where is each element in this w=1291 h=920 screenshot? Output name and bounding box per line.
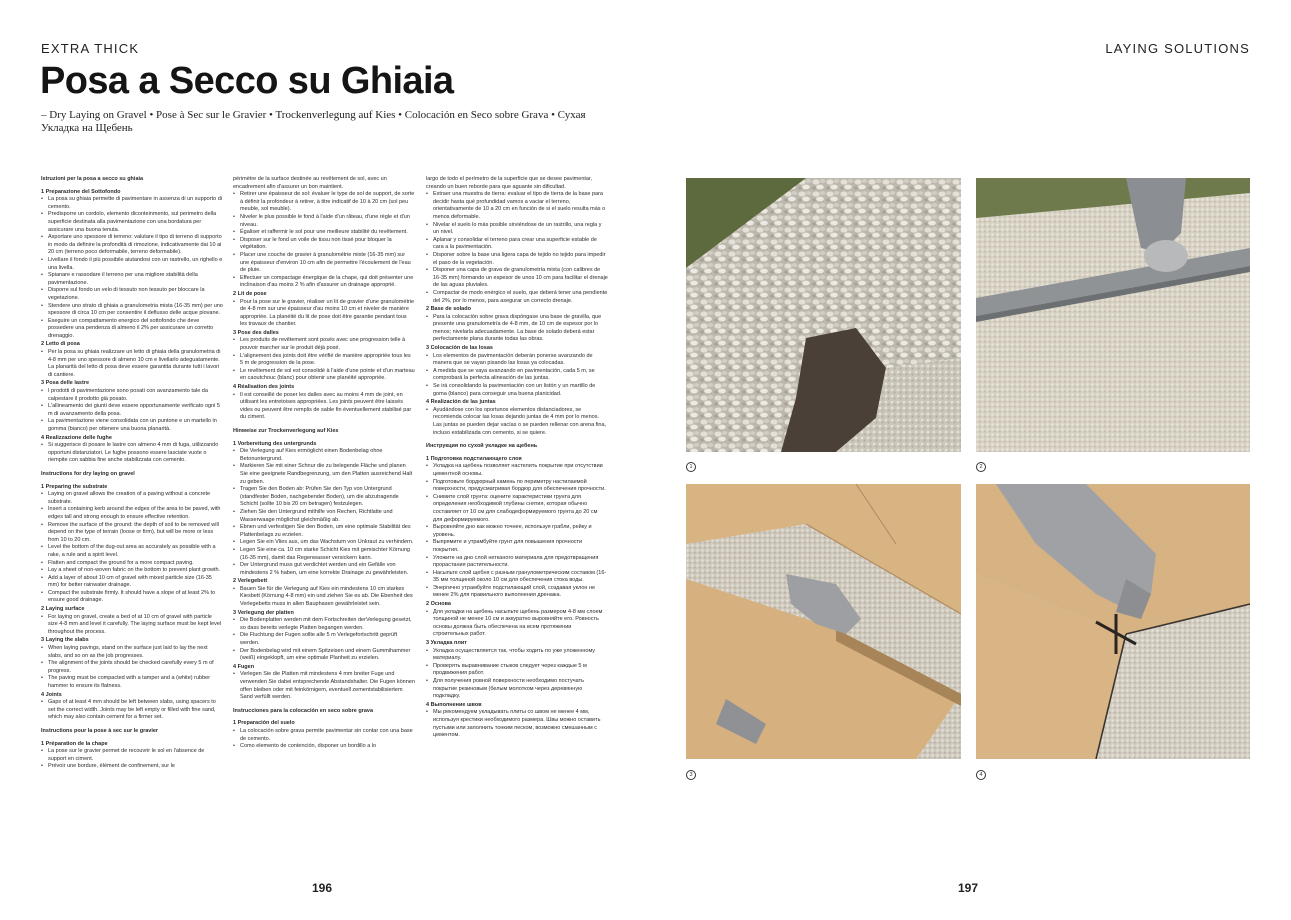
step-heading: 3 Укладка плит xyxy=(426,640,467,647)
list-item: • Pour la pose sur le gravier, réaliser un lit de gravier d'une granulométrie de 4-8 mm sur une épaisseur d'au moins 10 cm et niveler de manière appropriée. La planéité du lit de pose doit être garantie pendant tous les travaux de chantier. xyxy=(233,299,415,329)
photo-gravel-bed xyxy=(686,178,961,452)
list-item: • Укладка на щебень позволяет настелить покрытие при отсутствии цементной основы. xyxy=(426,463,608,478)
page-title: Posa a Secco su Ghiaia xyxy=(40,60,454,102)
photo-badge-2: 2 xyxy=(976,462,986,472)
step-heading: 1 Подготовка подстилающего слоя xyxy=(426,455,522,462)
continued-text: périmètre de la surface destinée au revêtement de sol, avec un encadrement afin d'assurer un bon maintient. xyxy=(233,176,387,190)
list-item: • Eseguire un compattamento energico del sottofondo che deve possedere una pendenza di almeno il 2% per assicurare un corretto drenaggio. xyxy=(41,318,223,341)
list-item: • Уложите на дно слой нетканого материала для предотвращения прорастания растительности. xyxy=(426,555,608,570)
list-item: • Le revêtement de sol est consolidé à l'aide d'une pointe et d'un marteau en caoutchouc (blanc) pour obtenir une planéité appropriée. xyxy=(233,368,415,383)
list-item: • Effectuer un compactage énergique de la chape, qui doit présenter une inclinaison d'au moins 2 % afin d'assurer un drainage approprié. xyxy=(233,275,415,290)
instruction-section xyxy=(41,471,223,722)
list-item: • I prodotti di pavimentazione sono posati con avanzamento tale da calpestare il prodotto già posato. xyxy=(41,388,223,403)
list-item: • Égaliser et raffermir le sol pour une meilleure stabilité du revêtement. xyxy=(233,229,415,237)
list-item: • For laying on gravel, create a bed of at 10 cm of gravel with particle size 4-8 mm and level it carefully. The laying surface must be kept level throughout the process. xyxy=(41,614,223,637)
list-item: • Tragen Sie den Boden ab: Prüfen Sie den Typ von Untergrund (standfester Boden, nachgebender Boden), um die abzutragende Schicht (sollte 10 bis 20 cm betragen) festzulegen. xyxy=(233,486,415,509)
list-item: • Como elemento de contención, disponer un bordillo a lo xyxy=(233,743,415,751)
list-item: • Legen Sie eine ca. 10 cm starke Schicht Kies mit gemischter Körnung (16-35 mm), damit das Regenwasser versickern kann. xyxy=(233,547,415,562)
list-item: • Ebnen und verfestigen Sie den Boden, um eine optimale Stabilität des Plattenbelags zu erzielen. xyxy=(233,524,415,539)
step-heading: 3 Posa delle lastre xyxy=(41,380,89,387)
step-heading: 1 Vorbereitung des untergrunds xyxy=(233,440,317,447)
step-list xyxy=(426,609,608,639)
step-heading: 1 Préparation de la chape xyxy=(41,740,108,747)
photo-spacer-joint xyxy=(976,484,1250,759)
list-item: • A medida que se vaya avanzando en pavimentación, cada 5 m, se comprobará la perfecta alineación de las juntas. xyxy=(426,368,608,383)
instruction-section xyxy=(41,176,223,465)
step-heading: 4 Realización de las juntas xyxy=(426,399,496,406)
step-list xyxy=(41,349,223,379)
list-item: • Compactar de modo enérgico el suelo, que deberá tener una pendiente del 2%, por lo menos, para asegurar un correcto drenaje. xyxy=(426,290,608,305)
photo-badge-1: 1 xyxy=(686,462,696,472)
list-item: • Die Fluchtung der Fugen sollte alle 5 m Verlegefortschritt geprüft werden. xyxy=(233,632,415,647)
list-item: • Les produits de revêtement sont posés avec une progression telle à pouvoir marcher sur le produit déjà posé. xyxy=(233,337,415,352)
step-list xyxy=(426,709,608,739)
instruction-section xyxy=(426,176,608,437)
list-item: • Verlegen Sie die Platten mit mindestens 4 mm breiter Fuge und verwenden Sie dabei entsprechende Abstandshalter. Die Fugen können offen bleiben oder mit feinkörnigem, eventuell zementstabilisiertem Sand verfüllt werden. xyxy=(233,671,415,701)
photo-badge-4: 4 xyxy=(976,770,986,780)
instruction-section xyxy=(233,428,415,702)
instruction-section xyxy=(233,176,415,422)
list-item: • Spianare e rassodare il terreno per una migliore stabilità della pavimentazione. xyxy=(41,272,223,287)
step-heading: 2 Verlegebett xyxy=(233,578,268,585)
list-item: • Bauen Sie für die Verlegung auf Kies ein mindestens 10 cm starkes Kiesbett (Körnung 4-8 mm) ein und ziehen Sie es ab. Die Ebenheit des Verlegebetts muss in allen Bauphasen gewährleistet sein. xyxy=(233,586,415,609)
step-heading: 2 Letto di posa xyxy=(41,341,80,348)
step-list xyxy=(41,491,223,605)
step-heading: 2 Lit de pose xyxy=(233,290,267,297)
list-item: • Укладка осуществляется так, чтобы ходить по уже уложенному материалу. xyxy=(426,648,608,663)
list-item: • Мы рекомендуем укладывать плиты со швом не менее 4 мм, используя крестики необходимого размера. Швы можно оставить пустыми или заполнить тонким песком, возможно смешанным с цементом. xyxy=(426,709,608,739)
list-item: • Placer une couche de gravier à granulométrie mixte (16-35 mm) sur une épaisseur d'environ 10 cm afin de permettre l'écoulement de l'eau de pluie. xyxy=(233,252,415,275)
step-list xyxy=(233,392,415,422)
list-item: • Level the bottom of the dug-out area as accurately as possible with a rake, a rule and a spirit level. xyxy=(41,544,223,559)
list-item: • L'allineamento dei giunti deve essere opportunamente verificato ogni 5 m di avanzamento della posa. xyxy=(41,403,223,418)
step-list xyxy=(233,586,415,609)
list-item: • Насыпьте слой щебня с разным гранулометрическим составом (16-35 мм толщиной около 10 см для обеспечения стока воды. xyxy=(426,570,608,585)
list-item: • Si suggerisce di posare le lastre con almeno 4 mm di fuga, utilizzando opportuni distanziatori. Le fughe possono essere lasciate vuote o riempite con sabbia fine anche stabilizzata con cemento. xyxy=(41,442,223,465)
step-list xyxy=(426,407,608,437)
page-number-right: 197 xyxy=(958,881,979,895)
continued-text: largo de todo el perímetro de la superficie que se desee pavimentar, creando un buen reborde para que aguante sin dificultad. xyxy=(426,176,593,190)
photo-badge-3: 3 xyxy=(686,770,696,780)
list-item: • Disponer una capa de grava de granulometría mixta (con calibres de 16-35 mm) formando un espesor de unos 10 cm para facilitar el drenaje de las aguas pluviales. xyxy=(426,267,608,290)
list-item: • Add a layer of about 10 cm of gravel with mixed particle size (16-35 mm) for better rainwater drainage. xyxy=(41,575,223,590)
step-list xyxy=(233,728,415,751)
list-item: • Gaps of at least 4 mm should be left between slabs, using spacers to set the correct width. Joints may be left empty or filled with fine sand, which may also contain cement for a firmer set. xyxy=(41,699,223,722)
list-item: • Disposer sur le fond un voile de tissu non tissé pour bloquer la végétation. xyxy=(233,237,415,252)
list-item: • The paving must be compacted with a tamper and a (white) rubber hammer to ensure its flatness. xyxy=(41,675,223,690)
list-item: • Remove the surface of the ground: the depth of soil to be removed will depend on the type of terrain (loose or firm), but will be more or less from 10 to 20 cm. xyxy=(41,522,223,545)
list-item: • Flatten and compact the ground for a more compact paving. xyxy=(41,560,223,568)
section-title: Istruzioni per la posa a secco su ghiaia xyxy=(41,176,144,182)
step-list xyxy=(233,671,415,701)
step-heading: 4 Fugen xyxy=(233,663,255,670)
step-list xyxy=(41,699,223,722)
list-item: • Compact the substrate firmly. It should have a slope of at least 2% to ensure good drainage. xyxy=(41,590,223,605)
instruction-section xyxy=(426,443,608,740)
step-heading: 1 Preparazione del Sottofondo xyxy=(41,188,121,195)
list-item: • Снимите слой грунта: оцените характеристики грунта для определения необходимой глубины снятия, которая обычно составляет от 10 см для слабодеформируемого грунта до 20 см для деформируемого. xyxy=(426,494,608,524)
step-list xyxy=(233,191,415,290)
photo-laying-slab xyxy=(686,484,961,759)
step-list xyxy=(41,748,223,771)
list-item: • La pavimentazione viene consolidata con un puntone e un martello in gomma (bianco) per ottenere una buona planarità. xyxy=(41,418,223,433)
step-list xyxy=(41,196,223,340)
kicker-right: LAYING SOLUTIONS xyxy=(1105,41,1250,56)
step-list xyxy=(41,388,223,434)
step-heading: 2 Laying surface xyxy=(41,606,85,613)
step-list xyxy=(426,648,608,701)
list-item: • Der Bodenbelag wird mit einem Spitzeisen und einem Gummihammer (weiß) eingeklopft, um eine optimale Planheit zu erzielen. xyxy=(233,648,415,663)
text-column-1 xyxy=(41,176,223,777)
step-list xyxy=(426,463,608,600)
list-item: • Prévoir une bordure, élément de confinement, sur le xyxy=(41,763,223,771)
list-item: • Para la colocación sobre grava dispóngase una base de gravilla, que presente una granulometría de 4-8 mm, de 10 cm de espesor por lo menos; nivelarla adecuadamente. La base de solado deberá estar perfectamente plana durante todas las obras. xyxy=(426,314,608,344)
list-item: • La colocación sobre grava permite pavimentar sin contar con una base de cemento. xyxy=(233,728,415,743)
step-list xyxy=(233,617,415,663)
list-item: • Ayudándose con los oportunos elementos distanciadores, se recomienda colocar las losas dejando juntas de 4 mm por lo menos. Las juntas se pueden dejar vacías o se pueden rellenar con arena fina, incluso estabilizada con cemento, si se quiere. xyxy=(426,407,608,437)
page-number-left: 196 xyxy=(312,881,333,895)
list-item: • Legen Sie ein Vlies aus, um das Wachstum von Unkraut zu verhindern. xyxy=(233,539,415,547)
step-list xyxy=(426,191,608,305)
list-item: • Markieren Sie mit einer Schnur die zu belegende Fläche und planen Sie eine geeignete Randbegrenzung, um den Platten ausreichend Halt zu geben. xyxy=(233,463,415,486)
section-title: Instructions for dry laying on gravel xyxy=(41,470,135,477)
list-item: • Extraer una muestra de tierra: evaluar el tipo de tierra de la base para decidir hasta qué profundidad vamos a vaciar el terreno, orientativamente de 10 a 20 cm en función de si el suelo resulta más o menos deformable. xyxy=(426,191,608,221)
list-item: • Retirer une épaisseur de sol: évaluer le type de sol de support, de sorte à définir la profondeur à retirer, à titre indicatif de 10 à 20 cm (sol peu meuble, sol meuble). xyxy=(233,191,415,214)
list-item: • Asportare uno spessore di terreno: valutare il tipo di terreno di supporto in modo da definire la profondità di rimozione, indicativamente dai 10 ai 20 cm (terreno poco deformabile, terreno deformabile). xyxy=(41,234,223,257)
step-list xyxy=(233,448,415,577)
text-column-3 xyxy=(426,176,608,746)
text-column-2 xyxy=(233,176,415,757)
list-item: • Проверять выравнивание стыков следует через каждые 5 м продвижения работ. xyxy=(426,663,608,678)
list-item: • Nivelar el suelo lo más posible sirviéndose de un rastrillo, una regla y un nivel. xyxy=(426,222,608,237)
step-list xyxy=(41,614,223,637)
list-item: • Insert a containing kerb around the edges of the area to be paved, with edges tall and strong enough to ensure effective retention. xyxy=(41,506,223,521)
step-heading: 4 Réalisation des joints xyxy=(233,384,295,391)
list-item: • Der Untergrund muss gut verdichtet werden und ein Gefälle von mindestens 2 % haben, um eine korrekte Drainage zu gewährleisten. xyxy=(233,562,415,577)
step-heading: 2 Основа xyxy=(426,601,451,608)
photo-levelling-bed xyxy=(976,178,1250,452)
section-title: Hinweise zur Trockenverlegung auf Kies xyxy=(233,428,339,434)
step-heading: 3 Verlegung der platten xyxy=(233,609,294,616)
list-item: • La posa su ghiaia permette di pavimentare in assenza di un supporto di cemento. xyxy=(41,196,223,211)
step-heading: 3 Colocación de las losas xyxy=(426,345,493,352)
list-item: • Los elementos de pavimentación deberán ponerse avanzando de manera que se vayan pisando las losas ya colocadas. xyxy=(426,353,608,368)
step-list xyxy=(426,353,608,399)
list-item: • L'alignement des joints doit être vérifié de manière appropriée tous les 5 m de progression de la pose. xyxy=(233,353,415,368)
list-item: • When laying pavings, stand on the surface just laid to lay the next slabs, and so on as the job progresses. xyxy=(41,645,223,660)
list-item: • La pose sur le gravier permet de recouvrir le sol en l'absence de support en ciment. xyxy=(41,748,223,763)
step-heading: 4 Realizzazione delle fughe xyxy=(41,434,112,441)
list-item: • Ziehen Sie den Untergrund mithilfe von Rechen, Richtlatte und Wasserwaage möglichst gleichmäßig ab. xyxy=(233,509,415,524)
section-title: Инструкция по сухой укладке на щебень xyxy=(426,443,538,450)
list-item: • Выпрямите и утрамбуйте грунт для повышения прочности покрытия. xyxy=(426,539,608,554)
step-heading: 3 Pose des dalles xyxy=(233,329,279,336)
instruction-section xyxy=(233,708,415,751)
step-heading: 4 Выполнение швов xyxy=(426,701,482,708)
step-heading: 2 Base de solado xyxy=(426,306,471,313)
list-item: • Для получения ровной поверхности необходимо постучать покрытие резиновым (белым молотком через деревянную подкладку. xyxy=(426,678,608,701)
list-item: • Il est conseillé de poser les dalles avec au moins 4 mm de joint, en utilisant les entretoises appropriées. Les joints peuvent être laissés vides ou peuvent être remplis de sable fin éventuellement stabilisé par du ciment. xyxy=(233,392,415,422)
list-item: • Niveler le plus possible le fond à l'aide d'un râteau, d'une règle et d'un niveau. xyxy=(233,214,415,229)
list-item: • Laying on gravel allows the creation of a paving without a concrete substrate. xyxy=(41,491,223,506)
step-list xyxy=(233,337,415,383)
list-item: • Disporre sul fondo un velo di tessuto non tessuto per bloccare la vegetazione. xyxy=(41,287,223,302)
list-item: • Die Bodenplatten werden mit dem Fortschreiten derVerlegung gesetzt, so dass bereits verlegte Platten begangen werden. xyxy=(233,617,415,632)
list-item: • Энергично утрамбуйте подстилающий слой, создавая уклон не менее 2% для правильного выполнения дренажа. xyxy=(426,585,608,600)
step-list xyxy=(233,299,415,329)
step-list xyxy=(426,314,608,344)
list-item: • Подготовьте бордюрный камень по периметру настилаемой поверхности, предусматривая бордюр для обеспечения прочности. xyxy=(426,479,608,494)
list-item: • Для укладки на щебень насыпьте щебень размером 4-8 мм слоем толщиной не менее 10 см и аккуратно выровняйте его. Ровность основы должна быть обеспечена на всем протяжении строительных работ. xyxy=(426,609,608,639)
list-item: • Disponer sobre la base una ligera capa de tejido no tejido para impedir el paso de la vegetación. xyxy=(426,252,608,267)
list-item: • Livellare il fondo il più possibile aiutandosi con un rastrello, un righello e una livella. xyxy=(41,257,223,272)
list-item: • Выровняйте дно как можно точнее, используя грабли, рейку и уровень. xyxy=(426,524,608,539)
step-heading: 3 Laying the slabs xyxy=(41,637,89,644)
step-heading: 4 Joints xyxy=(41,691,62,698)
list-item: • Se irá consolidando la pavimentación con un listón y un martillo de goma (blanco) para conseguir una buena planicidad. xyxy=(426,383,608,398)
step-heading: 1 Preparing the substrate xyxy=(41,483,108,490)
list-item: • Die Verlegung auf Kies ermöglicht einen Bodenbelag ohne Betonuntergrund. xyxy=(233,448,415,463)
kicker-left: EXTRA THICK xyxy=(41,41,140,56)
step-heading: 1 Preparación del suelo xyxy=(233,720,295,727)
page-subtitle: – Dry Laying on Gravel • Pose à Sec sur le Gravier • Trockenverlegung auf Kies • Colocación en Seco sobre Grava • Сухая Укладка на Щебень xyxy=(41,109,586,134)
section-title: Instructions pour la pose à sec sur le gravier xyxy=(41,727,159,734)
step-list xyxy=(41,645,223,691)
step-list xyxy=(41,442,223,465)
list-item: • Lay a sheet of non-woven fabric on the bottom to prevent plant growth. xyxy=(41,567,223,575)
list-item: • The alignment of the joints should be checked carefully every 5 m of progress. xyxy=(41,660,223,675)
section-title: Instrucciones para la colocación en seco sobre grava xyxy=(233,707,374,714)
list-item: • Aplanar y consolidar el terreno para crear una superficie estable de cara a la pavimentación. xyxy=(426,237,608,252)
instruction-section xyxy=(41,728,223,771)
list-item: • Stendere uno strato di ghiaia a granulometria mista (16-35 mm) per uno spessore di circa 10 cm per consentire il deflusso delle acque piovane. xyxy=(41,303,223,318)
list-item: • Per la posa su ghiaia realizzare un letto di ghiaia della granulometria di 4-8 mm per uno spessore di almeno 10 cm e livellarlo adeguatamente. La planarità del letto di posa deve essere garantita durante tutti i lavori di cantiere. xyxy=(41,349,223,379)
list-item: • Predisporre un cordolo, elemento diconteinmento, sul perimetro della superficie destinata alla pavimentazione con una bordatura per assicurare una buona tenuta. xyxy=(41,211,223,234)
